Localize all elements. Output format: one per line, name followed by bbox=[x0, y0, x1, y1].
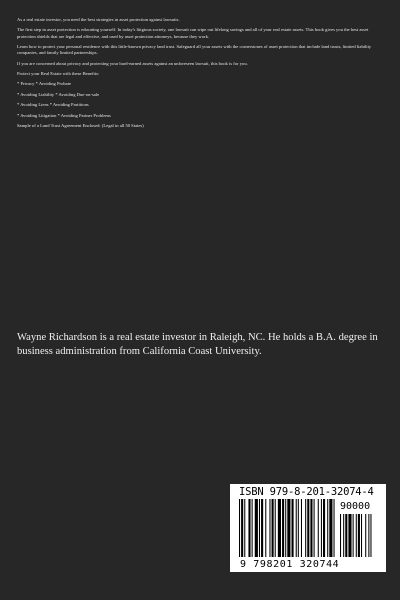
barcode-bar bbox=[318, 499, 319, 557]
barcode-bar bbox=[334, 499, 335, 557]
barcode-bar bbox=[248, 499, 250, 557]
barcode-bar bbox=[287, 499, 290, 557]
barcode-bar bbox=[314, 499, 315, 557]
barcode-bar bbox=[292, 499, 294, 557]
blurb-paragraph: The first step in asset protection is educating yourself. In today's litigious society, one lawsuit can wipe out lifelong savings and all of your real estate assets. This book gives you the best asset protection shields that are legal and effective, and used by asset protection attorneys, because they work. bbox=[17, 27, 369, 39]
addon-barcode-bar bbox=[345, 514, 347, 557]
addon-barcode-bar bbox=[353, 514, 354, 557]
barcode-bar bbox=[301, 499, 302, 557]
barcode-bar bbox=[296, 499, 297, 557]
isbn-label: ISBN 979-8-201-32074-4 bbox=[239, 486, 374, 498]
barcode-bar bbox=[305, 499, 306, 557]
barcode-digits: 9 798201 320744 bbox=[240, 559, 340, 570]
barcode-bar bbox=[298, 499, 299, 557]
addon-barcode-bar bbox=[340, 514, 341, 557]
barcode-bar bbox=[244, 499, 245, 557]
barcode-bar bbox=[321, 499, 322, 557]
barcode-bar bbox=[252, 499, 253, 557]
barcode-bar bbox=[265, 499, 266, 557]
addon-barcode-bar bbox=[368, 514, 369, 557]
addon-barcode-bar bbox=[356, 514, 357, 557]
benefit-line: * Privacy * Avoiding Probate bbox=[17, 81, 72, 87]
addon-barcode-bar bbox=[361, 514, 362, 557]
barcode-bar bbox=[278, 499, 281, 557]
blurb-paragraph: If you are concerned about privacy and protecting your hard-earned assets against an unforeseen lawsuit, this book is for you. bbox=[17, 60, 248, 66]
addon-barcode-bar bbox=[348, 514, 351, 557]
addon-barcode-bar bbox=[370, 514, 371, 557]
addon-barcode-bar bbox=[358, 514, 360, 557]
barcode-bar bbox=[255, 499, 258, 557]
barcode-bar bbox=[285, 499, 286, 557]
benefit-line: * Avoiding Litigation * Avoiding Partner Problems bbox=[17, 112, 111, 118]
barcode-bar bbox=[327, 499, 328, 557]
barcode-bar bbox=[272, 499, 274, 557]
barcode-bar bbox=[275, 499, 276, 557]
barcode-bar bbox=[323, 499, 325, 557]
barcode-bar bbox=[241, 499, 243, 557]
benefit-line: * Avoiding Liens * Avoiding Partitions bbox=[17, 102, 89, 108]
barcode-bar bbox=[282, 499, 284, 557]
barcode-bar bbox=[259, 499, 260, 557]
barcode-bar bbox=[307, 499, 309, 557]
author-bio: Wayne Richardson is a real estate investor in Raleigh, NC. He holds a B.A. degree in business administration from California Coast University. bbox=[17, 332, 378, 357]
sample-note: Sample of a Land Trust Agreement Enclosed: (Legal in all 50 States) bbox=[17, 122, 144, 128]
barcode-bar bbox=[310, 499, 312, 557]
barcode-bar bbox=[261, 499, 263, 557]
blurb-intro: As a real estate investor, you need the best strategies in asset protection against lawsuits. bbox=[17, 17, 180, 22]
isbn-barcode bbox=[230, 484, 386, 572]
back-cover-blurb bbox=[17, 17, 385, 133]
barcode-bar bbox=[269, 499, 270, 557]
blurb-paragraph: Learn how to protect your personal residence with this little-known privacy land trust. Safeguard all your assets with the cornerstones of asset protection that include land trusts, limited liability companies, and family limited partnerships. bbox=[17, 43, 372, 56]
addon-barcode-bar bbox=[343, 514, 344, 557]
price-code: 90000 bbox=[340, 501, 371, 512]
barcode-bar bbox=[329, 499, 332, 557]
benefits-heading: Protect your Real Estate with these Benefits: bbox=[17, 70, 100, 76]
addon-barcode-bar bbox=[365, 514, 366, 557]
benefit-line: * Avoiding Liability * Avoiding Due-on-sale bbox=[17, 91, 100, 97]
barcode-bar bbox=[239, 499, 240, 557]
